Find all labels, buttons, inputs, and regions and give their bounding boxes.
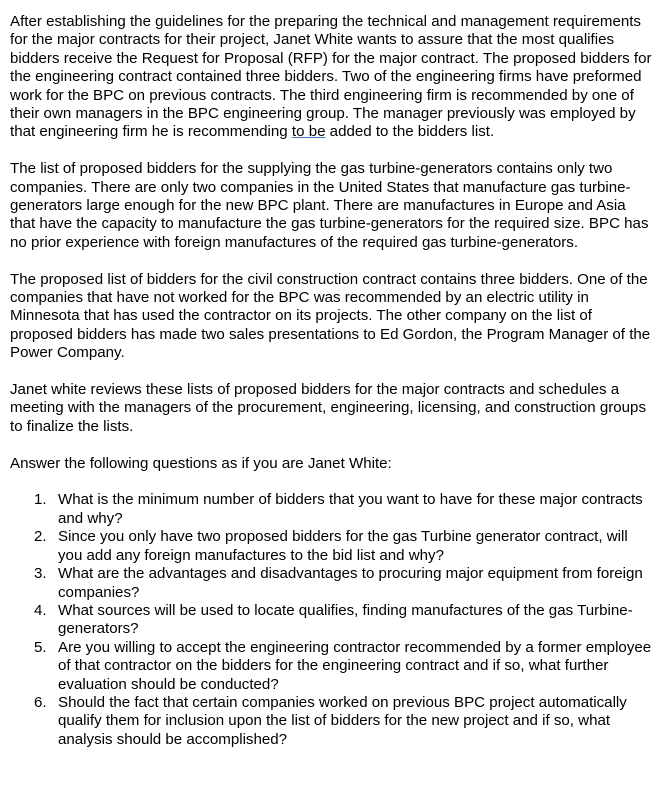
- question-list: [10, 491, 653, 749]
- question-text: Should the fact that certain companies worked on previous BPC project automatically qualify them for inclusion upon the list of bidders for the new project and if so, what analysis should be accomplished?: [58, 693, 627, 748]
- question-number: 5.: [34, 638, 47, 656]
- paragraph-janet-review: Janet white reviews these lists of proposed bidders for the major contracts and schedules a meeting with the managers of the procurement, engineering, licensing, and construction groups to finalize the lists.: [10, 381, 646, 435]
- list-item: [34, 565, 653, 602]
- paragraph-text-end: added to the bidders list.: [325, 123, 495, 141]
- paragraph-text-start: After establishing the guidelines for the preparing the technical and management requirements for the major contracts for their project, Janet White wants to assure that the most qualifies bidders receive the Request for Proposal (RFP) for the major contract. The proposed bidders for the engineering contract contained three bidders. Two of the engineering firms have preformed work for the BPC on previous contracts. The third engineering firm is recommended by one of their own managers in the BPC engineering group. The manager previously was employed by that engineering firm he is recommending: [10, 13, 652, 141]
- question-text: Are you willing to accept the engineering contractor recommended by a former employee of that contractor on the bidders for the engineering contract and if so, what further evaluation should be conducted?: [58, 638, 652, 693]
- question-number: 3.: [34, 565, 47, 583]
- questions-intro: Answer the following questions as if you are Janet White:: [10, 454, 392, 472]
- list-item: [34, 693, 653, 749]
- question-number: 4.: [34, 601, 47, 619]
- underlined-phrase: to be: [291, 123, 326, 141]
- paragraph-engineering-bidders: [10, 13, 653, 142]
- question-number: 2.: [34, 528, 47, 546]
- question-text: What sources will be used to locate qualifies, finding manufactures of the gas Turbine-generators?: [58, 601, 633, 638]
- question-text: What is the minimum number of bidders that you want to have for these major contracts and why?: [58, 491, 643, 527]
- question-text: Since you only have two proposed bidders for the gas Turbine generator contract, will you add any foreign manufactures to the bid list and why?: [58, 528, 628, 564]
- question-text: What are the advantages and disadvantages to procuring major equipment from foreign companies?: [58, 565, 643, 601]
- list-item: [34, 601, 653, 639]
- question-number: 6.: [34, 693, 47, 711]
- paragraph-civil-bidders: The proposed list of bidders for the civil construction contract contains three bidders. One of the companies that have not worked for the BPC was recommended by an electric utility in Minnesota that has used the contractor on its projects. The other company on the list of proposed bidders has made two sales presentations to Ed Gordon, the Program Manager of the Power Company.: [10, 270, 651, 362]
- list-item: [34, 638, 653, 694]
- list-item: [34, 528, 653, 565]
- list-item: [34, 491, 653, 528]
- paragraph-turbine-bidders: The list of proposed bidders for the supplying the gas turbine-generators contains only two companies. There are only two companies in the United States that manufacture gas turbine-generators large enough for the new BPC plant. There are manufactures in Europe and Asia that have the capacity to manufacture the gas turbine-generators for the required size. BPC has no prior experience with foreign manufactures of the required gas turbine-generators.: [10, 160, 649, 251]
- question-number: 1.: [34, 491, 47, 509]
